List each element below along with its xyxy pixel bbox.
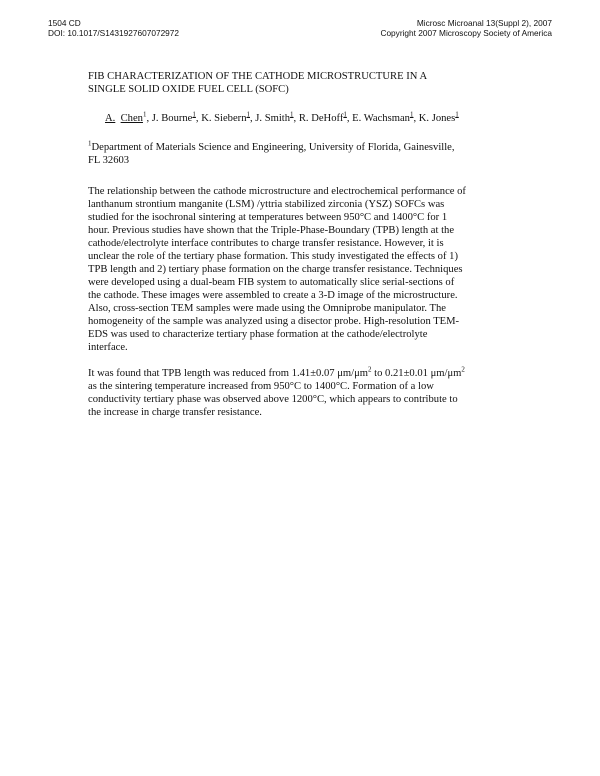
author-sup: 1	[409, 110, 414, 119]
author-sup: 1	[192, 110, 196, 119]
author-sup: 1	[142, 110, 147, 119]
header-left	[48, 18, 179, 38]
header-right	[380, 18, 552, 38]
author-sup: 1	[290, 110, 294, 119]
text-line: as the sintering temperature increased from 950°C to 1400°C. Formation of a low	[88, 381, 434, 392]
author-list: A. Chen$^1$, J. Bourne$^1$, K. Siebern$^1$, J. Smith$^1$, R. DeHoff$^1$, E. Wachsman$^1$, K. Jones$^1$	[105, 110, 459, 124]
superscript: 2	[461, 365, 465, 374]
title-line-2: SINGLE SOLID OXIDE FUEL CELL (SOFC)	[88, 84, 289, 95]
affiliation-line-2: FL 32603	[88, 155, 130, 166]
abstract-paragraph-1	[88, 185, 518, 354]
text-line: hour. Previous studies have shown that the Triple-Phase-Boundary (TPB) length at the	[88, 225, 455, 236]
author-initial: A.	[105, 113, 116, 124]
doi: DOI: 10.1017/S1431927607072972	[48, 28, 180, 38]
text-line: cathode/electrolyte interface contributes to charge transfer resistance. However, it is	[88, 238, 444, 249]
text-line: the cathode. These images were assembled to create a 3-D image of the microstructure.	[88, 290, 458, 301]
abstract-paragraph-2	[88, 367, 518, 419]
affiliation	[88, 141, 518, 167]
author-sup: 1	[246, 110, 250, 119]
superscript: 2	[368, 365, 372, 374]
author-sup: 1	[455, 110, 459, 119]
text-line: unclear the role of the tertiary phase formation. This study investigated the effects of 1)	[88, 251, 458, 262]
text-line: TPB length and 2) tertiary phase formation on the charge transfer resistance. Techniques	[88, 264, 463, 275]
paper-title	[88, 70, 518, 96]
text-line: homogeneity of the sample was analyzed using a disector probe. High-resolution TEM-	[88, 316, 460, 327]
paper-body	[88, 70, 518, 419]
page-code: 1504 CD	[48, 18, 81, 28]
author-name: J. Bourne	[151, 113, 193, 124]
author-name: J. Smith	[255, 113, 291, 124]
text-line: The relationship between the cathode microstructure and electrochemical performance of	[88, 186, 466, 197]
author-name: E. Wachsman	[352, 113, 410, 124]
text-line: conductivity tertiary phase was observed above 1200°C, which appears to contribute to	[88, 394, 458, 405]
author-name: Chen	[120, 113, 143, 124]
text-line: EDS was used to characterize tertiary phase formation at the cathode/electrolyte	[88, 329, 428, 340]
text-line: were developed using a dual-beam FIB system to automatically slice serial-sections of	[88, 277, 455, 288]
author-sup: 1	[343, 110, 347, 119]
text-line: interface.	[88, 342, 128, 353]
copyright: Copyright 2007 Microscopy Society of America	[380, 28, 552, 38]
text-line: Also, cross-section TEM samples were made using the Omniprobe manipulator. The	[88, 303, 446, 314]
text-line: It was found that TPB length was reduced from 1.41±0.07 $\mu m/\mu m^2$ to 0.21±0.01 $\mu m/\mu m^2$	[88, 365, 465, 379]
author-name: K. Siebern	[201, 113, 247, 124]
author-name: R. DeHoff	[298, 113, 344, 124]
title-line-1: FIB CHARACTERIZATION OF THE CATHODE MICROSTRUCTURE IN A	[88, 71, 428, 82]
text-line: lanthanum strontium manganite (LSM) /yttria stabilized zirconia (YSZ) SOFCs was	[88, 199, 445, 210]
text-line: studied for the isochronal sintering at temperatures between 950°C and 1400°C for 1	[88, 212, 448, 223]
affiliation-line-1: $^1$Department of Materials Science and Engineering, University of Florida, Gainesville,	[88, 139, 455, 153]
affiliation-sup: 1	[88, 139, 92, 148]
author-name: K. Jones	[418, 113, 456, 124]
journal-citation: Microsc Microanal 13(Suppl 2), 2007	[416, 18, 552, 28]
text-line: the increase in charge transfer resistance.	[88, 407, 262, 418]
